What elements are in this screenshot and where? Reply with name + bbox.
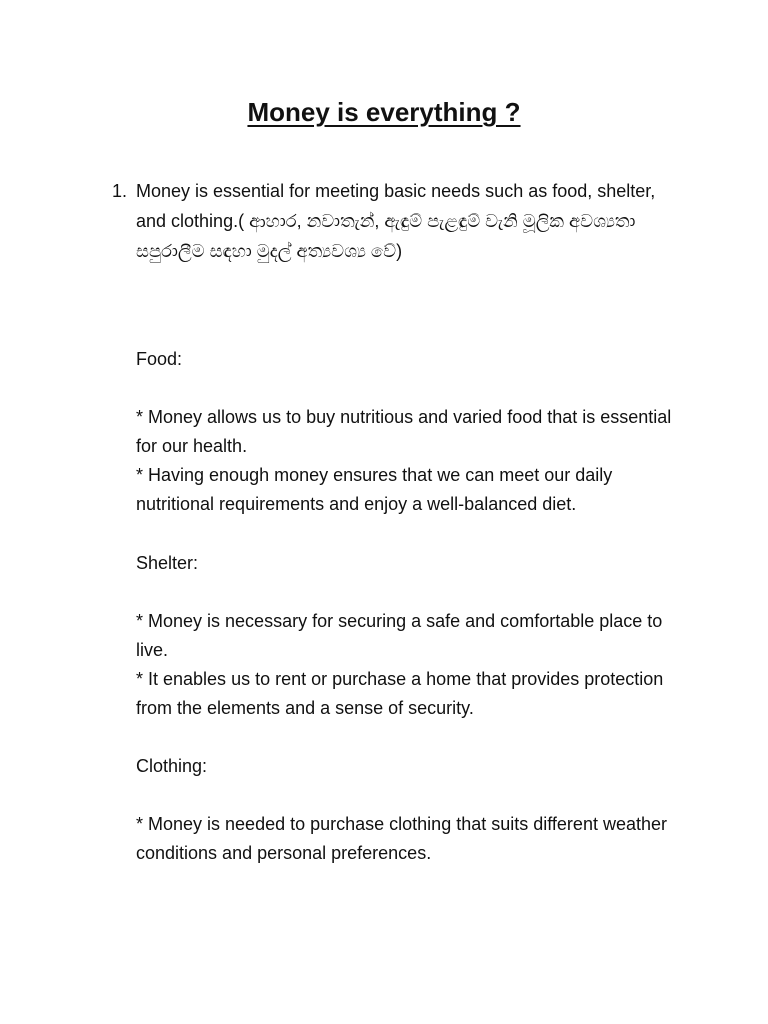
shelter-bullet-2: * It enables us to rent or purchase a home that provides protection from the elements and a sense of security.	[136, 669, 664, 718]
shelter-heading: Shelter:	[136, 553, 199, 573]
shelter-bullet-1: * Money is necessary for securing a safe and comfortable place to live.	[136, 611, 663, 660]
clothing-bullet-1: * Money is needed to purchase clothing that suits different weather conditions and personal preferences.	[136, 814, 667, 863]
document-title: Money is everything ?	[247, 97, 521, 127]
list-item-text: Money is essential for meeting basic needs such as food, shelter, and clothing.( ආහාර, නවාතැන්, ඇඳුම් පැළඳුම් වැනි මූලික අවශ්‍යතා සපුරාලීම සඳහා මුදල් අත්‍යවශ්‍ය වේ)	[136, 181, 656, 261]
list-number: 1.	[112, 181, 128, 201]
clothing-heading: Clothing:	[136, 756, 208, 776]
food-heading: Food:	[136, 349, 183, 369]
food-bullet-2: * Having enough money ensures that we can meet our daily nutritional requirements and enjoy a well-balanced diet.	[136, 465, 613, 514]
food-bullet-1: * Money allows us to buy nutritious and varied food that is essential for our health.	[136, 407, 672, 456]
